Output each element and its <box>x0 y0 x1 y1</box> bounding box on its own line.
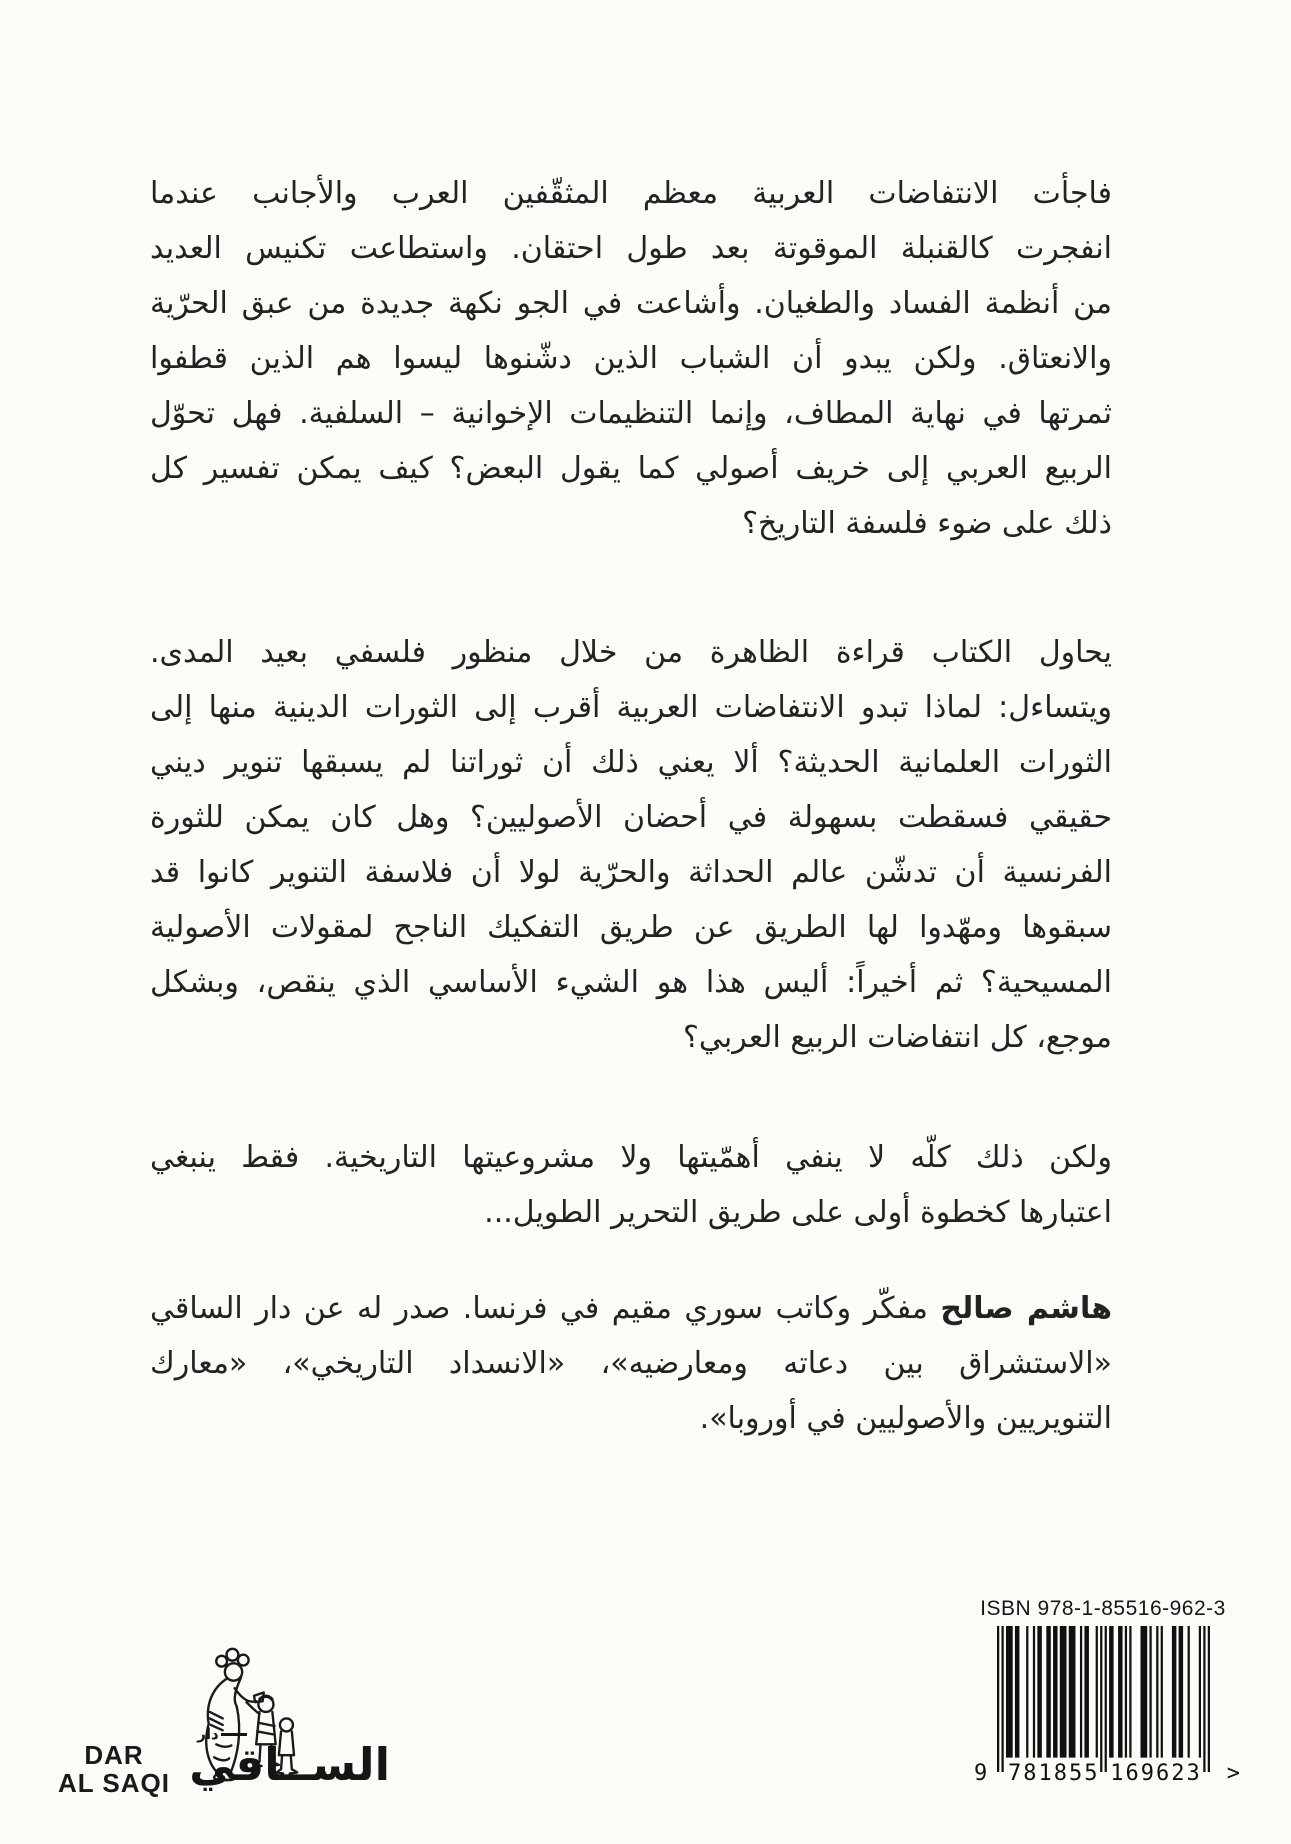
publisher-name-arabic-saqi: الســاقي <box>189 1738 390 1791</box>
barcode-quiet-zone-arrow: > <box>1226 1761 1240 1786</box>
text-line: «الاستشراق بين دعاته ومعارضيه»، «الانسداد التاريخي»، «معارك <box>150 1346 1112 1381</box>
text-line: سبقوها ومهّدوا لها الطريق عن طريق التفكيك الناجح لمقولات الأصولية <box>150 910 1112 945</box>
author-name: هاشم صالح <box>940 1291 1113 1326</box>
text-line: ذلك على ضوء فلسفة التاريخ؟ <box>742 506 1112 541</box>
barcode-digit-group-2: 169623 <box>1110 1761 1202 1786</box>
text-line: المسيحية؟ ثم أخيراً: أليس هذا هو الشيء الأساسي الذي ينقص، وبشكل <box>150 965 1112 1000</box>
paragraph <box>150 1281 1112 1446</box>
text-line: ويتساءل: لماذا تبدو الانتفاضات العربية أقرب إلى الثورات الدينية منها إلى <box>150 690 1112 725</box>
text-line: هاشم صالح مفكّر وكاتب سوري مقيم في فرنسا. صدر له عن دار الساقي <box>150 1291 1113 1326</box>
text-line: يحاول الكتاب قراءة الظاهرة من خلال منظور فلسفي بعيد المدى. <box>150 635 1112 670</box>
isbn-label: ISBN 978-1-85516-962-3 <box>980 1597 1226 1620</box>
text-line: فاجأت الانتفاضات العربية معظم المثقّفين العرب والأجانب عندما <box>150 176 1112 211</box>
publisher-logo <box>55 1640 390 1815</box>
text-line: الثورات العلمانية الحديثة؟ ألا يعني ذلك أن ثوراتنا لم يسبقها تنوير ديني <box>150 745 1112 780</box>
text-line: من أنظمة الفساد والطغيان. وأشاعت في الجو نكهة جديدة من عبق الحرّية <box>150 286 1112 321</box>
text-line: ولكن ذلك كلّه لا ينفي أهمّيتها ولا مشروعيتها التاريخية. فقط ينبغي <box>150 1140 1112 1175</box>
barcode-digits <box>972 1759 1240 1791</box>
publisher-name-latin-line1: DAR <box>84 1740 144 1770</box>
publisher-name-latin <box>55 1741 173 1797</box>
text-line: ثمرتها في نهاية المطاف، وإنما التنظيمات الإخوانية – السلفية. فهل تحوّل <box>150 396 1112 431</box>
text-line: حقيقي فسقطت بسهولة في أحضان الأصوليين؟ وهل كان يمكن للثورة <box>150 800 1112 835</box>
text-line: الفرنسية أن تدشّن عالم الحداثة والحرّية لولا أن فلاسفة التنوير كانوا قد <box>150 855 1112 890</box>
text-line: انفجرت كالقنبلة الموقوتة بعد طول احتقان. واستطاعت تكنيس العديد <box>150 231 1112 266</box>
paragraph <box>150 625 1112 1065</box>
ean-barcode <box>997 1626 1210 1772</box>
text-line: موجع، كل انتفاضات الربيع العربي؟ <box>683 1020 1112 1055</box>
text-line: الربيع العربي إلى خريف أصولي كما يقول البعض؟ كيف يمكن تفسير كل <box>150 451 1112 486</box>
text-line: التنويريين والأصوليين في أوروبا». <box>699 1401 1112 1436</box>
barcode-digit-first: 9 <box>974 1761 988 1786</box>
text-line: اعتبارها كخطوة أولى على طريق التحرير الطويل... <box>484 1195 1112 1230</box>
paragraph <box>150 1130 1112 1240</box>
isbn-barcode-block <box>972 1597 1240 1791</box>
barcode-digit-group-1: 781855 <box>1008 1761 1100 1786</box>
text-line: والانعتاق. ولكن يبدو أن الشباب الذين دشّنوها ليسوا هم الذين قطفوا <box>150 341 1112 376</box>
publisher-name-arabic <box>189 1725 390 1791</box>
publisher-name-arabic-dar: دار <box>197 1725 246 1743</box>
calligraphy-stroke <box>221 1733 247 1736</box>
publisher-name-latin-line2: AL SAQI <box>58 1768 170 1798</box>
paragraph <box>150 166 1112 551</box>
